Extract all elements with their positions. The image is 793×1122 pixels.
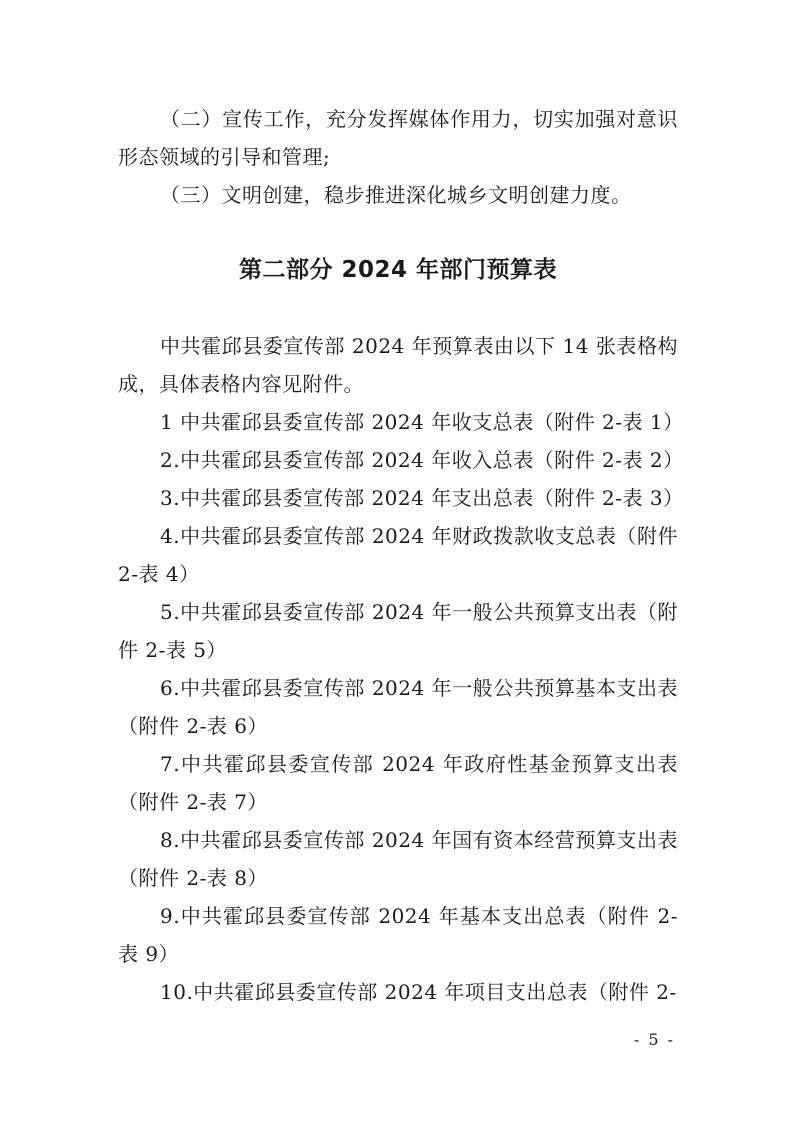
table-list-item-3: 3.中共霍邱县委宣传部 2024 年支出总表（附件 2-表 3） [160, 486, 684, 510]
section-lead: 中共霍邱县委宣传部 2024 年预算表由以下 14 张表格构成，具体表格内容见附件。 [118, 334, 678, 396]
table-list-item-6: 6.中共霍邱县委宣传部 2024 年一般公共预算基本支出表（附件 2-表 6） [118, 676, 678, 738]
table-list-item-10: 10.中共霍邱县委宣传部 2024 年项目支出总表（附件 2- [160, 980, 677, 1004]
table-list-item-5: 5.中共霍邱县委宣传部 2024 年一般公共预算支出表（附件 2-表 5） [118, 600, 678, 662]
section-title: 第二部分 2024 年部门预算表 [238, 257, 558, 283]
table-list-item-2: 2.中共霍邱县委宣传部 2024 年收入总表（附件 2-表 2） [160, 448, 684, 472]
table-list-item-4: 4.中共霍邱县委宣传部 2024 年财政拨款收支总表（附件 2-表 4） [118, 524, 678, 586]
table-list-item-9: 9.中共霍邱县委宣传部 2024 年基本支出总表（附件 2-表 9） [118, 904, 678, 966]
table-list-item-8: 8.中共霍邱县委宣传部 2024 年国有资本经营预算支出表（附件 2-表 8） [118, 828, 678, 890]
table-list-item-7: 7.中共霍邱县委宣传部 2024 年政府性基金预算支出表（附件 2-表 7） [118, 752, 678, 814]
intro-item-2: （二）宣传工作，充分发挥媒体作用力，切实加强对意识形态领域的引导和管理; [118, 107, 678, 169]
intro-item-3: （三）文明创建，稳步推进深化城乡文明创建力度。 [160, 183, 632, 207]
page-number: - 5 - [633, 1030, 675, 1049]
table-list-item-1: 1 中共霍邱县委宣传部 2024 年收支总表（附件 2-表 1） [160, 410, 684, 434]
